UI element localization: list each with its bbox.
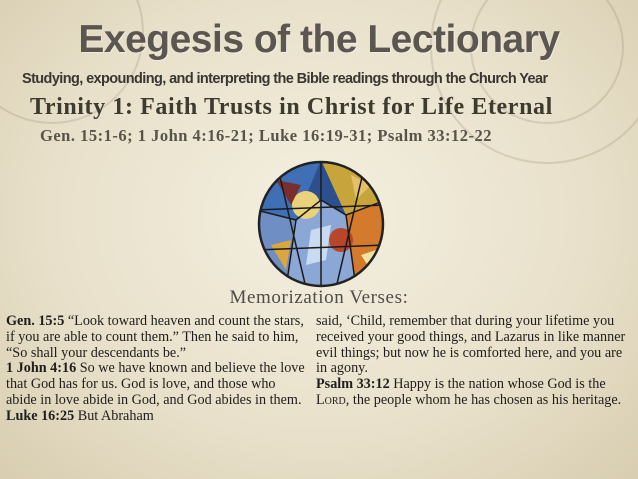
verse-luke-16-25-continued xyxy=(316,314,634,377)
verse-text: “Look toward heaven and count the stars, if you are able to count them.” Then he said to him, “So shall your descendants be.” xyxy=(6,313,304,361)
verse-text: So we have known and believe the love that God has for us. God is love, and those who abide in love abide in God, and God abides in them. xyxy=(6,360,305,408)
verse-text: Happy is the nation whose God is the xyxy=(393,376,606,393)
verse-text: But Abraham xyxy=(77,407,154,424)
memorization-column-right xyxy=(316,314,634,409)
sermon-readings: Gen. 15:1-6; 1 John 4:16-21; Luke 16:19-31; Psalm 33:12-22 xyxy=(40,126,493,145)
verse-reference: 1 John 4:16 xyxy=(6,360,77,377)
sermon-title: Trinity 1: Faith Trusts in Christ for Life Eternal xyxy=(30,94,553,120)
stained-glass-window-image xyxy=(256,160,386,288)
verse-text: , the people whom he has chosen as his heritage. xyxy=(345,391,622,408)
memorization-column-left xyxy=(6,314,306,425)
verse-reference: Luke 16:25 xyxy=(6,407,75,424)
verse-reference: Psalm 33:12 xyxy=(316,376,390,393)
lord-small-caps: Lord xyxy=(316,391,346,408)
verse-1-john-4-16 xyxy=(6,361,306,408)
verse-text: said, ‘Child, remember that during your lifetime you received your good things, and Lazarus in like manner evil things; but now he is comforted here, and you are in agony. xyxy=(316,313,626,377)
verse-psalm-33-12 xyxy=(316,377,634,409)
verse-luke-16-25-start xyxy=(6,409,306,425)
page-title: Exegesis of the Lectionary xyxy=(78,18,560,61)
verse-reference: Gen. 15:5 xyxy=(6,313,65,329)
verse-gen-15-5 xyxy=(6,314,306,361)
memorization-heading: Memorization Verses: xyxy=(229,287,409,308)
page-subtitle: Studying, expounding, and interpreting the Bible readings through the Church Year xyxy=(22,71,548,87)
